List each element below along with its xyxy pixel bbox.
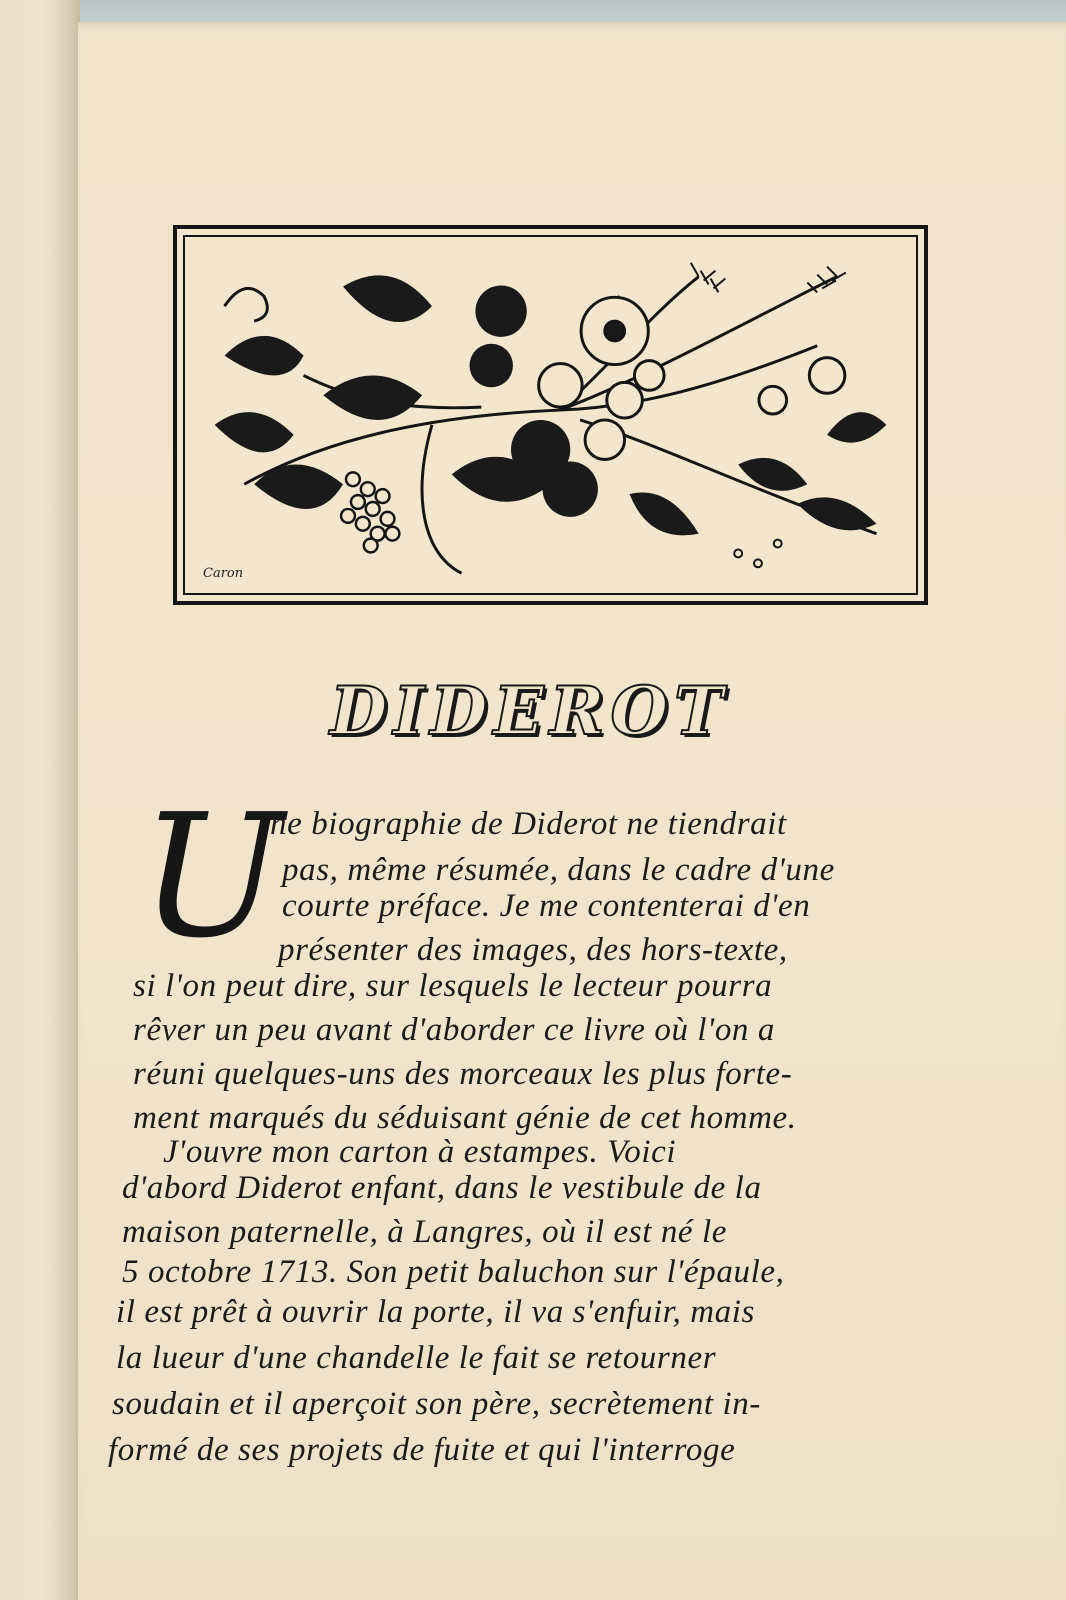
floral-bouquet-illustration bbox=[185, 237, 916, 593]
vignette-frame bbox=[183, 235, 918, 595]
text-line: présenter des images, des hors-texte, bbox=[278, 932, 788, 968]
text-line: ment marqués du séduisant génie de cet homme. bbox=[133, 1100, 797, 1136]
text-line: formé de ses projets de fuite et qui l'interroge bbox=[108, 1432, 736, 1468]
left-page-edge bbox=[0, 0, 80, 1600]
text-line: rêver un peu avant d'aborder ce livre où l'on a bbox=[133, 1012, 775, 1048]
text-line: maison paternelle, à Langres, où il est né le bbox=[122, 1214, 728, 1250]
illustrator-signature: Caron bbox=[203, 566, 244, 581]
text-line: ne biographie de Diderot ne tiendrait bbox=[270, 806, 787, 842]
text-line: si l'on peut dire, sur lesquels le lecteur pourra bbox=[133, 968, 773, 1004]
text-line: courte préface. Je me contenterai d'en bbox=[282, 888, 811, 924]
floral-vignette bbox=[173, 225, 928, 605]
text-line: 5 octobre 1713. Son petit baluchon sur l'épaule, bbox=[122, 1254, 785, 1290]
text-line: soudain et il aperçoit son père, secrètement in- bbox=[112, 1386, 761, 1422]
chapter-title: DIDEROT bbox=[330, 672, 730, 750]
text-line: pas, même résumée, dans le cadre d'une bbox=[282, 852, 835, 888]
text-line: réuni quelques-uns des morceaux les plus forte- bbox=[133, 1056, 793, 1092]
drop-cap: U bbox=[140, 778, 284, 976]
text-line: J'ouvre mon carton à estampes. Voici bbox=[163, 1134, 677, 1170]
text-line: la lueur d'une chandelle le fait se retourner bbox=[116, 1340, 717, 1376]
text-line: d'abord Diderot enfant, dans le vestibule de la bbox=[122, 1170, 762, 1206]
text-line: il est prêt à ouvrir la porte, il va s'enfuir, mais bbox=[116, 1294, 755, 1330]
